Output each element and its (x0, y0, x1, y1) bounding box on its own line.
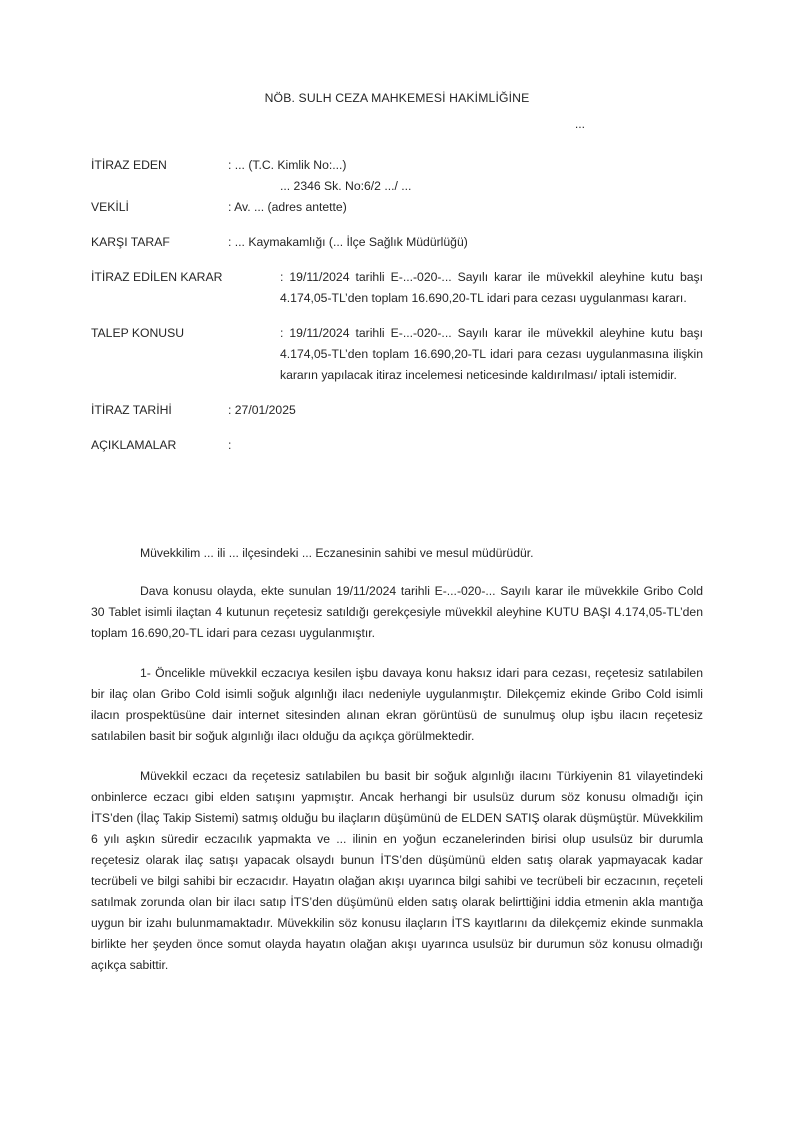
field-row-aciklamalar (91, 435, 703, 456)
field-value: : Av. ... (adres antette) (228, 200, 347, 214)
field-value: : 19/11/2024 tarihli E-...-020-... Sayılı karar ile müvekkil aleyhine kutu başı 4.174,05-TL’den toplam 16.690,20-TL idari para cezası uygulanmasına ilişkin kararın yapılacak itiraz incelemesi neticesinde kaldırılması/ iptali istemidir. (280, 326, 703, 382)
field-label: İTİRAZ TARİHİ (91, 403, 172, 417)
paragraph: 1- Öncelikle müvekkil eczacıya kesilen işbu davaya konu haksız idari para cezası, reçetesiz satılabilen bir ilaç olan Gribo Cold isimli soğuk algınlığı ilacı nedeniyle uygulanmıştır. Dilekçemiz ekinde Gribo Cold isimli ilacın prospektüsüne dair internet sitesinden alınan ekran görüntüsü de sunulmuş olup işbu ilacın reçetesiz satılabilen basit bir soğuk algınlığı ilacı olduğu da açıkça görülmektedir. (91, 666, 703, 743)
field-value: : 19/11/2024 tarihli E-...-020-... Sayılı karar ile müvekkil aleyhine kutu başı 4.174,05-TL’den toplam 16.690,20-TL idari para cezası uygulanması kararı. (280, 270, 703, 305)
field-label: KARŞI TARAF (91, 235, 170, 249)
paragraph: Müvekkilim ... ili ... ilçesindeki ... Eczanesinin sahibi ve mesul müdürüdür. (140, 546, 534, 560)
field-value: : ... (T.C. Kimlik No:...) (228, 158, 347, 172)
paragraph: Müvekkil eczacı da reçetesiz satılabilen bu basit bir soğuk algınlığı ilacını Türkiyenin 81 vilayetindeki onbinlerce eczacı gibi elden satışını yapmıştır. Ancak herhangi bir usulsüz durum söz konusu olmadığı için İTS’den (İlaç Takip Sistemi) satmış olduğu bu ilaçların düşümünü de ELDEN SATIŞ olarak düşmüştür. Müvekkilim 6 yılı aşkın süredir eczacılık yapmakta ve ... ilinin en yoğun eczanelerinden birisi olup usulsüz bir durumla reçetesiz olarak ilaç satışı yapacak olsaydı bunun İTS’den düşümünü elden satış olarak yapmayacak kadar tecrübeli ve bilgi sahibi bir eczacıdır. Hayatın olağan akışı uyarınca bilgi sahibi ve tecrübeli bir eczacının, reçeteli satılmak zorunda olan bir ilacı satıp İTS’den düşümünü elden satış olarak belirttiğini iddia etmenin akla mantığa uygun bir izahı bulunmamaktadır. Müvekkilin söz konusu ilaçların İTS kayıtlarını da dilekçemiz ekinde sunmakla birlikte her şeyden önce somut olayda hayatın olağan akışı uyarınca usulsüz bir durumun söz konusu olmadığı açıkça sabittir. (91, 769, 703, 972)
page-title: NÖB. SULH CEZA MAHKEMESİ HAKİMLİĞİNE (264, 91, 530, 105)
field-value: : ... Kaymakamlığı (... İlçe Sağlık Müdürlüğü) (228, 235, 468, 249)
field-label: İTİRAZ EDEN (91, 158, 167, 172)
field-block (91, 155, 703, 470)
field-row-itiraz-eden (91, 155, 703, 197)
field-label: İTİRAZ EDİLEN KARAR (91, 270, 223, 284)
field-label: VEKİLİ (91, 200, 129, 214)
field-subline-address: ... 2346 Sk. No:6/2 .../ ... (280, 179, 412, 193)
field-row-talep-konusu (91, 323, 703, 386)
addressee-placeholder: ... (574, 117, 586, 131)
field-value: : (228, 438, 232, 452)
field-label: AÇIKLAMALAR (91, 438, 177, 452)
paragraph: Dava konusu olayda, ekte sunulan 19/11/2024 tarihli E-...-020-... Sayılı karar ile müvekkile Gribo Cold 30 Tablet isimli ilaçtan 4 kutunun reçetesiz satıldığı gerekçesiyle müvekkil aleyhine KUTU BAŞI 4.174,05-TL’den toplam 16.690,20-TL idari para cezası uygulanmıştır. (91, 584, 703, 640)
field-row-karsi-taraf (91, 232, 703, 253)
field-row-itiraz-edilen-karar (91, 267, 703, 309)
field-label: TALEP KONUSU (91, 326, 185, 340)
field-value: : 27/01/2025 (228, 403, 296, 417)
field-row-itiraz-tarihi (91, 400, 703, 421)
body-copy (91, 543, 703, 976)
field-row-vekili (91, 197, 703, 218)
